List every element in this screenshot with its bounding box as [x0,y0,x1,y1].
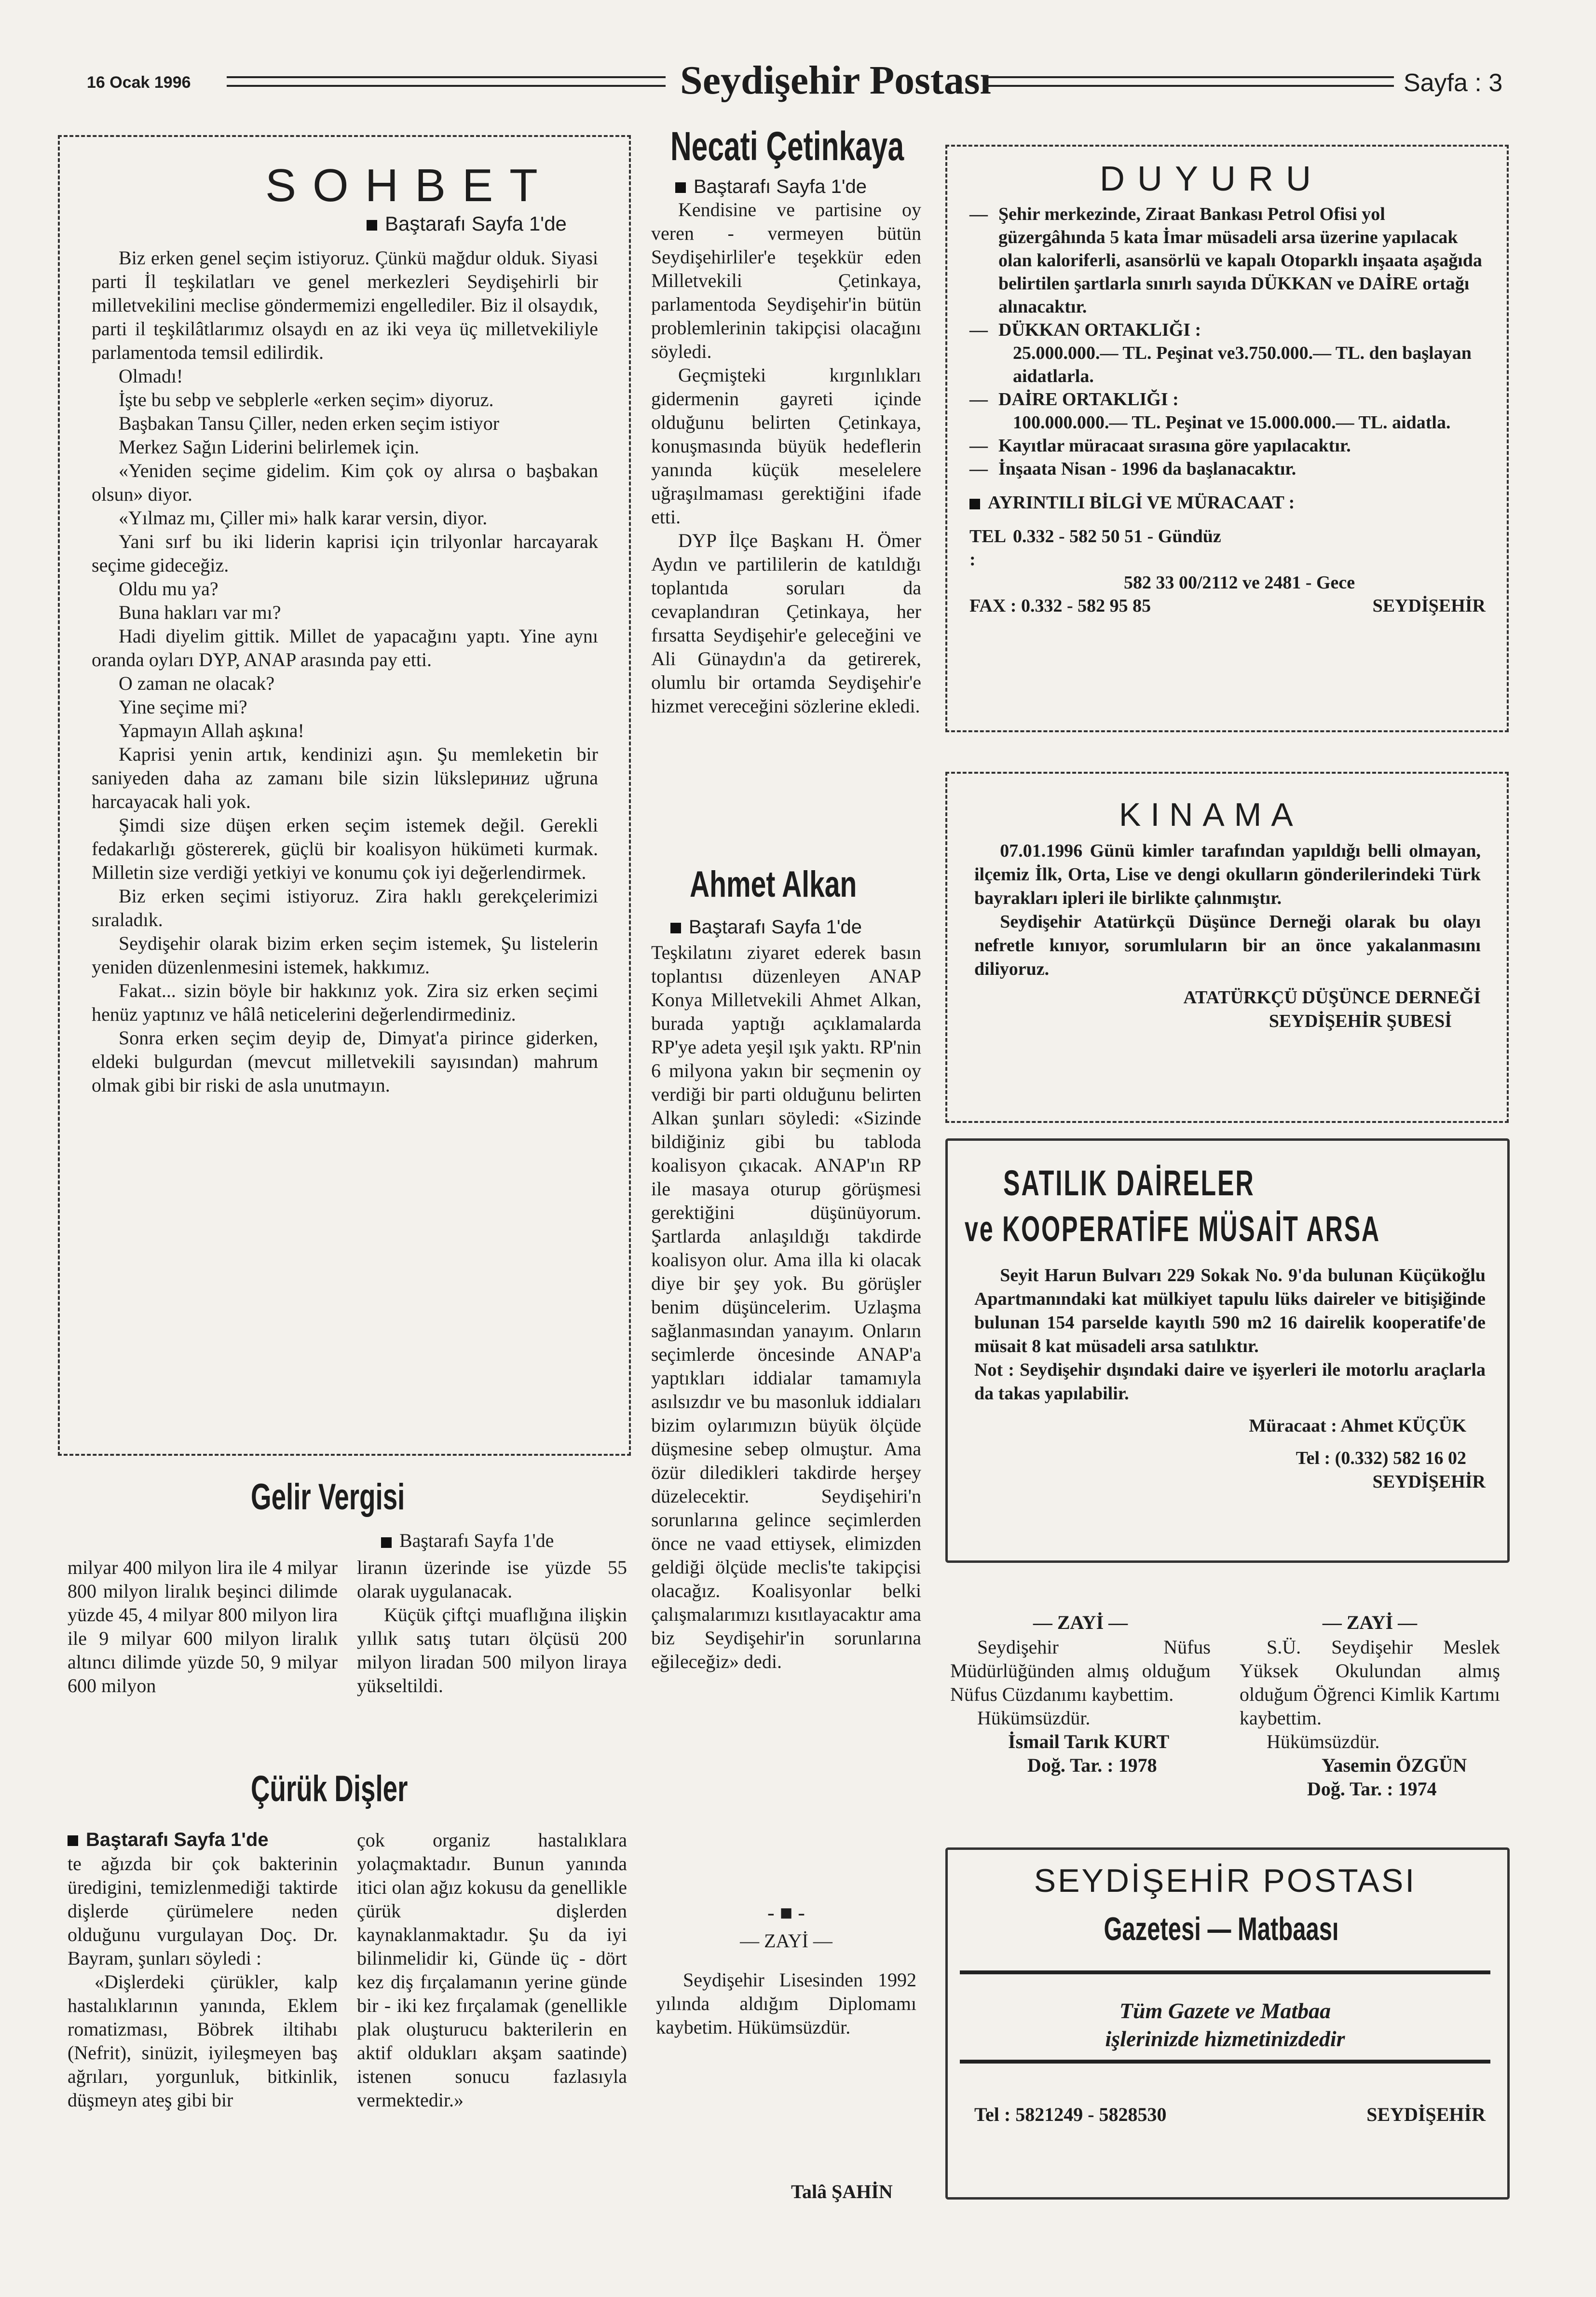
zayi-center-body [656,1968,916,2039]
gelir-right-column [357,1556,627,1697]
continued-label: Baştarafı Sayfa 1'de [399,1530,554,1551]
duyuru-item: — DAİRE ORTAKLIĞI : [969,389,1179,410]
city: SEYDİŞEHİR [1372,1472,1486,1492]
zayi-right-title: — ZAYİ — [1322,1612,1418,1633]
paragraph: Seydişehir olarak bizim erken seçim istemek, Şu listelerin yeniden düzenlenmesini istemek, hakkımız. [92,932,598,978]
necati-continued [675,176,867,198]
sohbet-continued [367,212,567,235]
kinama-body [974,839,1481,1033]
satilik-title: SATILIK DAİRELER [1003,1163,1255,1203]
curuk-continued [68,1828,338,1852]
divider [960,1970,1490,1974]
newspaper-title: Seydişehir Postası [680,58,991,103]
paragraph: Sonra erken seçim deyip de, Dimyat'a pirince giderken, eldeki bulgurdan (mevcut milletvekili sayısından) mahrum olmak gibi bir riski de asla unutmayın. [92,1027,598,1096]
paragraph: O zaman ne olacak? [119,672,275,694]
paragraph: Yapmayın Allah aşkına! [119,720,304,741]
gelir-continued [381,1529,554,1552]
paragraph: Merkez Sağın Liderini belirlemek için. [119,436,420,458]
duyuru-item: — Kayıtlar müracaat sırasına göre yapılacaktır. [969,436,1351,456]
paragraph: Seydişehir Nüfus Müdürlüğünden almış olduğum Nüfus Cüzdanımı kaybettim. [950,1636,1211,1705]
paragraph: Buna hakları var mı? [119,602,281,623]
paragraph: Hadi diyelim gittik. Millet de yapacağını yaptı. Yine aynı oranda oyları DYP, ANAP arasında pay etti. [92,625,598,670]
city: SEYDİŞEHİR [1366,2104,1486,2125]
paragraph: DYP İlçe Başkanı H. Ömer Aydın ve partililerin de katıldığı toplantıda soruları da cevaplandıran Çetinkaya, her fırsatta Seydişehir'e geleceğini ve Ali Günaydın'a da getirerek, olumlu bir ortamda Seydişehir'e hizmet vereceğini sözlerine ekledi. [651,530,921,717]
postasi-tagline: Tüm Gazete ve Matbaa işlerinizde hizmetinizdedir [1105,1998,1345,2051]
phone: Tel : (0.332) 582 16 02 [1296,1448,1466,1468]
birth-date: Doğ. Tar. : 1974 [1307,1778,1437,1800]
zayi-center-name: Talâ ŞAHİN [791,2181,893,2202]
square-bullet-icon [367,220,377,231]
satilik-subtitle: ve KOOPERATİFE MÜSAİT ARSA [965,1209,1380,1249]
phone: Tel : 5821249 - 5828530 [974,2104,1167,2125]
postasi-title: SEYDİŞEHİR POSTASI [1034,1862,1417,1899]
curuk-disler-title: Çürük Dişler [251,1768,408,1809]
ahmet-continued [670,916,862,938]
continued-label: Baştarafı Sayfa 1'de [694,176,867,197]
paragraph: «Yılmaz mı, Çiller mi» halk karar versin, diyor. [119,507,488,529]
paragraph: «Dişlerdeki çürükler, kalp hastalıklarının yanında, Eklem romatizması, Böbrek iltihabı (Nefrit), sinüzit, iyileşmeyen baş ağrıları, yorgunluk, bitkinlik, düşmeyn ateş gibi bir [68,1971,338,2111]
square-bullet-icon [381,1537,392,1548]
birth-date: Doğ. Tar. : 1978 [1027,1754,1157,1776]
header-rule-right [984,76,1394,87]
square-bullet-icon [670,923,681,933]
page-number: Sayfa : 3 [1404,69,1503,97]
necati-body [651,198,921,718]
continued-label: Baştarafı Sayfa 1'de [385,212,567,235]
duyuru-tel: TEL : 0.332 - 582 50 51 - Gündüz [969,526,1221,570]
divider [960,2060,1490,2064]
paragraph: Oldu mu ya? [119,578,218,600]
gelir-left-column [68,1556,338,1697]
square-bullet-icon [68,1835,78,1846]
paragraph: Fakat... sizin böyle bir hakkınız yok. Zira siz erken seçimi henüz yaptınız ve hâlâ neticelerini değerlendirmediniz. [92,980,598,1025]
postasi-subtitle: Gazetesi — Matbaası [1104,1911,1339,1947]
paragraph: Şimdi size düşen erken seçim istemek değil. Gerekli fedakarlığı göstererek, güçlü bir koalisyon hükümeti kurmak. Milletin size verdiği yetkiyi ve konumu çok iyi değerlendirmek. [92,814,598,883]
paragraph: Yine seçime mi? [119,696,247,718]
paragraph: İşte bu sebp ve sebplerle «erken seçim» diyoruz. [119,389,494,410]
paragraph: Kaprisi yenin artık, kendinizi aşın. Şu memleketin bir saniyeden daha az zamanı bile sizin lükslериниz uğruna harcayacak hali yok. [92,743,598,812]
duyuru-daire-price: 100.000.000.— TL. Peşinat ve 15.000.000.— TL. aidatla. [1013,412,1451,433]
contact: Müracaat : Ahmet KÜÇÜK [1249,1416,1466,1436]
zayi-left-title: — ZAYİ — [1033,1612,1128,1633]
continued-label: Baştarafı Sayfa 1'de [86,1829,269,1850]
duyuru-item: — DÜKKAN ORTAKLIĞI : [969,320,1201,340]
paragraph: Not : Seydişehir dışındaki daire ve işyerleri ile motorlu araçlarla da takas yapılabilir. [974,1360,1486,1404]
ahmet-alkan-title: Ahmet Alkan [690,864,857,905]
paragraph: Hükümsüzdür. [1267,1731,1380,1752]
sohbet-body [92,246,598,1097]
header-rule-left [227,76,666,87]
paragraph: Seydişehir Lisesinden 1992 yılında aldığım Diplomamı kaybetim. Hükümsüzdür. [656,1969,916,2038]
duyuru-item: — Şehir merkezinde, Ziraat Bankası Petrol Ofisi yol güzergâhında 5 kata İmar müsadeli arsa üzerine yapılacak olan kaloriferli, asansörlü ve kapalı Otoparklı inşaata aşağıda belirtilen şartlarla sınırlı sayıda DÜKKAN ve DAİRE ortağı alınacaktır. [969,204,1482,317]
paragraph: Geçmişteki kırgınlıkları gidermenin gayreti içinde olduğunu belirten Çetinkaya, konuşmasında büyük hedeflerin yanında küçük meselelere uğraşılmaması gerektiğini ifade etti. [651,364,921,528]
paragraph: Olmadı! [119,365,183,387]
paragraph: Kendisine ve partisine oy veren - vermeyen bütün Seydişehirliler'e teşekkür eden Milletvekili Çetinkaya, parlamentoda Seydişehir'in bütün problemlerinin takipçisi olacağını söyledi. [651,199,921,362]
paragraph: Yani sırf bu iki liderin kaprisi için trilyonlar harcayarak seçime gideceğiz. [92,531,598,576]
continued-label: Baştarafı Sayfa 1'de [689,916,862,938]
signature: SEYDİŞEHİR ŞUBESİ [1269,1011,1452,1031]
satilik-body [974,1264,1486,1494]
paragraph: Küçük çiftçi muaflığına ilişkin yıllık satış tutarı ölçüsü 200 milyon liradan 500 milyon liraya yükseltildi. [357,1604,627,1696]
gelir-vergisi-title: Gelir Vergisi [251,1477,405,1518]
paragraph: Seydişehir Atatürkçü Düşünce Derneği olarak bu olayı nefretle kınıyor, sorumluların bir an önce yakalanmasını diliyoruz. [974,912,1481,979]
paragraph: te ağızda bir çok bakterinin üredigini, temizlenmediği taktirde dişlerde çürümelere neden olduğunu vurgulayan Doç. Dr. Bayram, şunları söyledi : [68,1853,338,1969]
paragraph: Başbakan Tansu Çiller, neden erken seçim istiyor [119,412,500,434]
name: Yasemin ÖZGÜN [1322,1754,1467,1776]
paragraph: Seyit Harun Bulvarı 229 Sokak No. 9'da bulunan Küçükoğlu Apartmanındaki kat mülkiyet tapulu lüks daireler ve bitişiğinde bulunan 154 parselde kayıtlı 590 m2 16 dairelik kooperatife'de müsait 8 kat müsadeli arsa satılıktır. [974,1265,1486,1356]
square-bullet-icon [675,182,686,193]
curuk-right-column [357,1828,627,2112]
duyuru-dukkan-price: 25.000.000.— TL. Peşinat ve3.750.000.— TL. den başlayan aidatlarla. [1013,343,1472,386]
paragraph: S.Ü. Seydişehir Meslek Yüksek Okulundan almış olduğum Öğrenci Kimlik Kartımı kaybettim. [1240,1636,1500,1729]
paragraph: Biz erken seçimi istiyoruz. Zira haklı gerekçelerimizi sıraladık. [92,885,598,930]
duyuru-title: DUYURU [1100,160,1324,198]
duyuru-detail: AYRINTILI BİLGİ VE MÜRACAAT : [969,491,1486,514]
duyuru-fax: FAX : 0.332 - 582 95 85 SEYDİŞEHİR [969,596,1486,616]
duyuru-tel2: 582 33 00/2112 ve 2481 - Gece [1124,573,1355,593]
zayi-right-body [1240,1635,1500,1801]
zayi-center-title: — ZAYİ — [740,1930,832,1952]
zayi-left-body [950,1635,1211,1777]
sohbet-title: SOHBET [265,160,554,211]
signature: ATATÜRKÇÜ DÜŞÜNCE DERNEĞİ [1183,987,1481,1008]
paragraph: 07.01.1996 Günü kimler tarafından yapıldığı belli olmayan, ilçemiz İlk, Orta, Lise ve dengi okulların gönderilerindeki Türk bayrakları ipleri ile birlikte çalınmıştır. [974,841,1481,908]
postasi-contact [974,2103,1486,2126]
curuk-left-column [68,1828,338,2112]
paragraph: çok organiz hastalıklara yolaçmaktadır. Bunun yanında itici olan ağız kokusu da genellikle çürük dişlerden kaynaklanmaktadır. Şu da iyi bilinmelidir ki, Günde üç - dört kez diş fırçalamanın yerine günde bir - iki kez fırçalamak (genellikle plak oluşturucu bakterilerin en aktif oldukları akşam saatinde) istenen sonucu fazlasıyla vermektedir.» [357,1829,627,2111]
duyuru-item: — İnşaata Nisan - 1996 da başlanacaktır. [969,459,1296,479]
paragraph: liranın üzerinde ise yüzde 55 olarak uygulanacak. [357,1557,627,1602]
name: İsmail Tarık KURT [1008,1731,1170,1752]
ahmet-body [651,941,921,1673]
duyuru-body [969,203,1486,617]
paragraph: Biz erken genel seçim istiyoruz. Çünkü mağdur olduk. Siyasi parti İl teşkilatları ve genel merkezleri Seydişehirli bir milletvekilini meclise göndermemizi engellediler. Biz il olsaydık, parti il teşkilâtlarımız olsaydı en az iki veya üç milletvekiliyle parlamentoda temsil edilirdik. [92,247,598,363]
kinama-title: KINAMA [1119,796,1303,833]
paragraph: «Yeniden seçime gidelim. Kim çok oy alırsa o başbakan olsun» diyor. [92,460,598,505]
paragraph: Hükümsüzdür. [977,1707,1091,1729]
paragraph: milyar 400 milyon lira ile 4 milyar 800 milyon liralık beşinci dilimde yüzde 45, 4 milyar 800 milyon lira ile 9 milyar 600 milyon liralık altıncı dilimde yüzde 50, 9 milyar 600 milyon [68,1557,338,1696]
paragraph: Teşkilatını ziyaret ederek basın toplantısı düzenleyen ANAP Konya Milletvekili Ahmet Alkan, burada yaptığı açıklamalarda RP'ye adeta yeşil ışık yaktı. RP'nin 6 milyona yakın bir seçmenin oy verdiği bir parti olduğunu belirten Alkan şunları söyledi: «Sizinde bildiğiniz gibi bu tabloda koalisyon çıkacak. ANAP'ın RP ile masaya oturup görüşmesi gerektiğini düşünüyorum. Şartlarda anlaşıldığı takdirde koalisyon olur. Ama illa ki olacak diye bir şey yok. Bu görüşler benim düşüncelerim. Uzlaşma sağlanmasından yanayım. Onların seçimlerde öncesinde ANAP'a yaptıkları iddialar tamamıyla asılsızdır ve bu masonluk iddiaları bizim oylarımızın büyük ölçüde düşmesine sebep olmuştur. Ama özür diledikleri takdirde herşey düzelecektir. Seydişehiri'n sorunlarına gelince seçimlerden önce ne vaad ettiysek, elimizden geldiği ölçüde meclis'te takipçisi olacağız. Koalisyonlar belki çalışmalarımızı kısıtlayacaktır ama biz Seydişehir'in sorunlarına eğileceğiz» dedi. [651,942,921,1672]
square-bullet-icon [969,499,980,509]
issue-date: 16 Ocak 1996 [87,73,191,92]
separator: - ■ - [767,1901,805,1925]
necati-title: Necati Çetinkaya [670,123,904,169]
